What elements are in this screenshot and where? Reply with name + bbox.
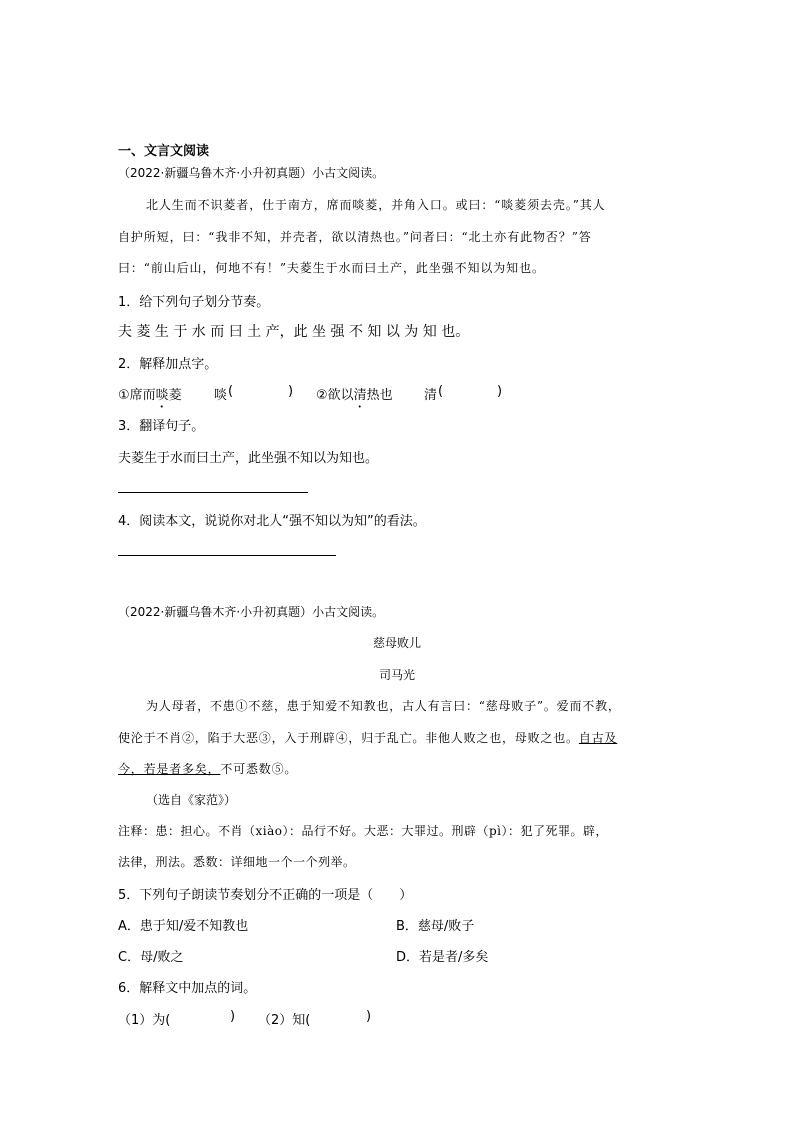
q2-item-1	[118, 384, 182, 411]
q1-stem: 1．给下列句子划分节奏。	[118, 295, 270, 310]
passage2-title: 慈母败儿	[372, 636, 421, 650]
q2-stem: 2．解释加点字。	[118, 357, 218, 372]
passage2-line-1: 为人母者，不患①不慈，患于知爱不知教也，古人有言曰：“慈母败子”。爱而不教，	[146, 699, 621, 713]
q2-item1-paren-open: (	[228, 384, 234, 399]
section-title: 一、文言文阅读	[118, 144, 210, 159]
passage2-underlined-end: 今，若是者多矣，	[118, 762, 221, 776]
q5-option-c: C．母/败之	[118, 950, 184, 965]
q2-item2-paren-open: (	[438, 384, 444, 399]
q6-item-1: （1）为(	[118, 1013, 171, 1028]
q2-item2-prefix: ②欲以	[316, 388, 354, 403]
passage2-note-1: 注释：患：担心。不肖（xiào）：品行不好。大恶：大罪过。刑辟（pì）：犯了死罪。辟，	[118, 824, 609, 838]
passage2-line-2	[118, 729, 617, 746]
q2-item1-dotted: 啖	[155, 388, 169, 403]
q2-item1-paren-close: )	[288, 384, 294, 399]
q5-option-b: B．慈母/败子	[396, 919, 475, 934]
q2-item1-char: 啖	[214, 388, 228, 403]
q2-item2-rest: 热也	[366, 388, 393, 403]
q2-item2-char: 清	[424, 388, 438, 403]
passage1-line-1: 北人生而不识菱者，仕于南方，席而啖菱，并角入口。或曰：“啖菱须去壳。”其人	[146, 198, 606, 212]
q2-item1-prefix: ①席而	[118, 388, 156, 403]
passage2-line2-text: 使沦于不肖②，陷于大恶③，入于刑辟④，归于乱亡。非他人败之也，母败之也。	[118, 731, 579, 745]
q5-option-a: A．患于知/爱不知教也	[118, 919, 249, 934]
q6-item2-paren-close: )	[366, 1009, 372, 1024]
q3-stem: 3．翻译句子。	[118, 419, 205, 434]
passage2-line-3	[118, 760, 297, 777]
q6-stem: 6．解释文中加点的词。	[118, 981, 257, 996]
q2-item-2	[316, 384, 393, 411]
q5-stem: 5．下列句子朗读节奏划分不正确的一项是（ ）	[118, 888, 413, 903]
passage1-source: （2022·新疆乌鲁木齐·小升初真题）小古文阅读。	[118, 166, 385, 180]
passage2-note-2: 法律，刑法。悉数：详细地一个一个列举。	[118, 855, 356, 869]
passage1-line-2: 自护所短，曰：“我非不知，并壳者，欲以清热也。”问者曰：“北土亦有此物否？”答	[118, 230, 592, 244]
passage2-author: 司马光	[378, 668, 415, 682]
q1-sentence: 夫 菱 生 于 水 而 曰 土 产，此 坐 强 不 知 以 为 知 也。	[118, 324, 470, 340]
passage2-citation: （选自《家范》）	[146, 793, 237, 807]
passage1-line-3: 曰：“前山后山，何地不有！”夫菱生于水而曰土产，此坐强不知以为知也。	[118, 261, 545, 275]
passage2-source: （2022·新疆乌鲁木齐·小升初真题）小古文阅读。	[118, 605, 385, 619]
q6-item1-paren-close: )	[230, 1009, 236, 1024]
passage2-underlined-start: 自古及	[578, 731, 618, 745]
q6-item-2: （2）知(	[258, 1013, 311, 1028]
q5-option-d: D．若是者/多矣	[396, 950, 489, 965]
q3-sentence: 夫菱生于水而曰土产，此坐强不知以为知也。	[118, 451, 379, 466]
passage2-line3-text: 不可悉数⑤。	[220, 762, 298, 776]
q4-answer-line	[118, 555, 336, 556]
q4-stem: 4．阅读本文，说说你对北人“强不知以为知”的看法。	[118, 514, 426, 529]
q2-item2-dotted: 清	[353, 388, 367, 403]
q3-answer-line	[118, 492, 308, 493]
q2-item2-paren-close: )	[497, 384, 503, 399]
q2-item1-rest: 菱	[168, 388, 182, 403]
